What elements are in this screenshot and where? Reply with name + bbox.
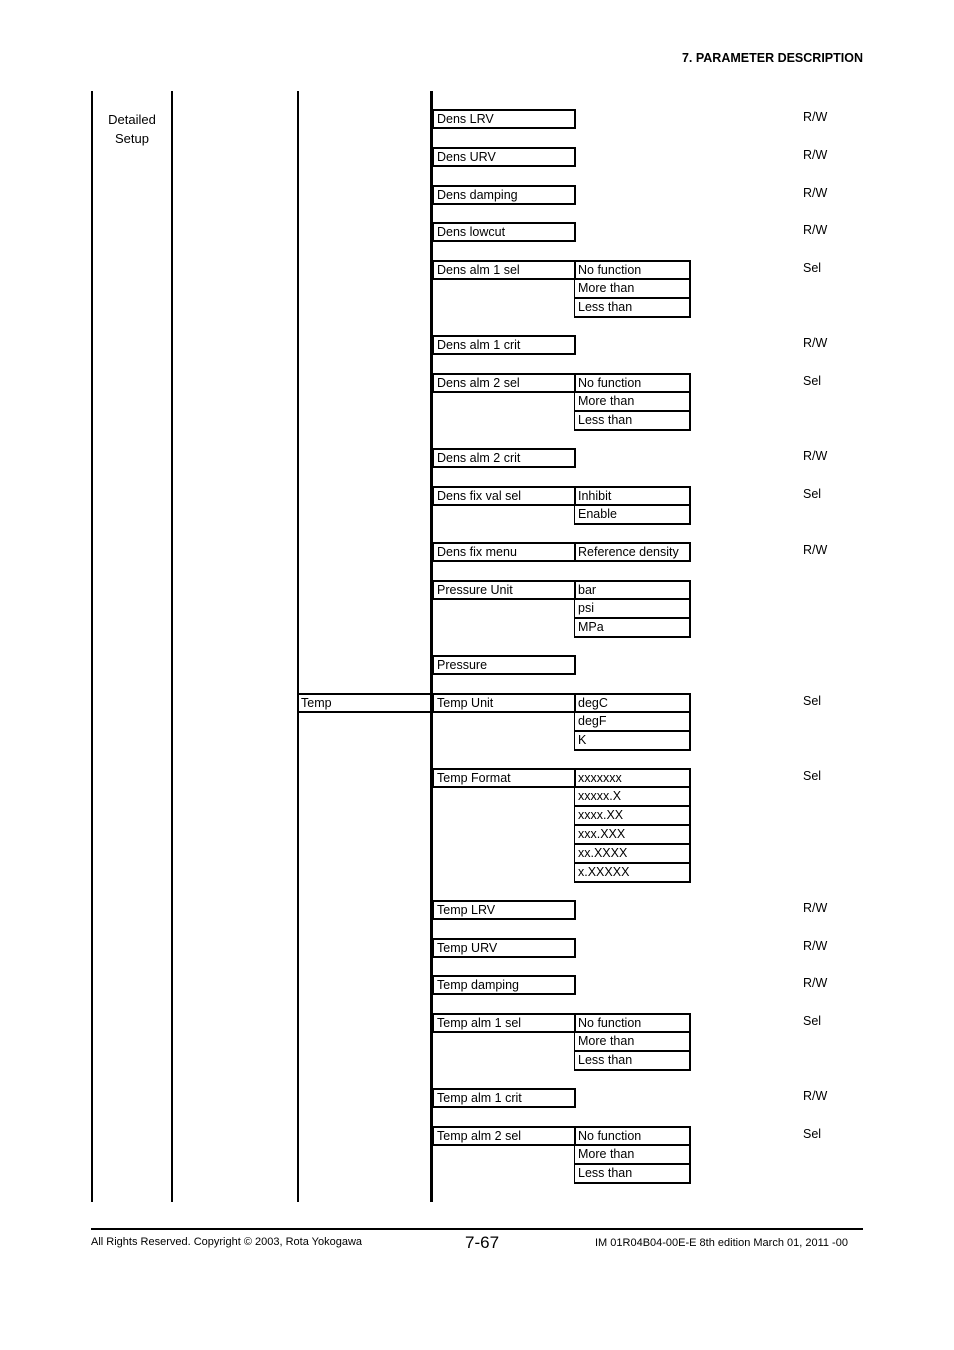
param-box[interactable] [432,693,576,713]
option-box[interactable] [574,542,691,562]
param-label: Temp alm 1 crit [437,1091,522,1105]
option-box[interactable] [574,486,691,506]
option-label: K [578,733,587,747]
option-box[interactable] [574,618,691,638]
tree-line-3 [297,91,299,1202]
page-number: 7-67 [465,1233,500,1252]
option-label: More than [578,1034,635,1048]
param-label: Dens URV [437,150,496,164]
option-label: Less than [578,300,633,314]
param-box[interactable] [432,975,576,995]
access-type: Sel [803,261,822,275]
option-label: bar [578,583,597,597]
access-type: R/W [803,1089,828,1103]
option-label: No function [578,376,642,390]
param-label: Pressure [437,658,488,672]
access-type: Sel [803,769,822,783]
param-box[interactable] [432,655,576,675]
param-box[interactable] [432,768,576,788]
option-box[interactable] [574,1032,691,1052]
access-type: R/W [803,148,828,162]
option-box[interactable] [574,768,691,788]
option-label: Less than [578,413,633,427]
option-box[interactable] [574,1051,691,1071]
option-box[interactable] [574,373,691,393]
param-label: Temp damping [437,978,519,992]
access-type: R/W [803,939,828,953]
option-label: degF [578,714,607,728]
param-box[interactable] [432,900,576,920]
param-box[interactable] [432,542,576,562]
option-box[interactable] [574,580,691,600]
param-label: Dens alm 1 crit [437,338,521,352]
access-type: Sel [803,1127,822,1141]
option-label: degC [578,696,608,710]
param-box[interactable] [432,486,576,506]
option-box[interactable] [574,863,691,883]
access-type: R/W [803,543,828,557]
tree-line-4 [430,91,433,1202]
option-label: xxxxxxx [578,771,622,785]
footer-divider [91,1228,863,1230]
access-type: R/W [803,901,828,915]
option-box[interactable] [574,599,691,619]
param-box[interactable] [432,448,576,468]
option-label: x.XXXXX [578,865,630,879]
option-box[interactable] [574,1164,691,1184]
option-box[interactable] [574,787,691,807]
param-label: Dens damping [437,188,518,202]
option-label: No function [578,1016,642,1030]
document-id: IM 01R04B04-00E-E 8th edition March 01, 2011 -00 [595,1237,848,1249]
param-box[interactable] [432,147,576,167]
option-box[interactable] [574,260,691,280]
option-label: No function [578,263,642,277]
menu-group-label: Temp [301,696,332,710]
option-label: xxx.XXX [578,827,626,841]
access-type: R/W [803,449,828,463]
option-box[interactable] [574,1145,691,1165]
option-label: Inhibit [578,489,612,503]
param-label: Temp URV [437,941,498,955]
option-box[interactable] [574,505,691,525]
option-box[interactable] [574,844,691,864]
option-label: No function [578,1129,642,1143]
param-label: Temp LRV [437,903,496,917]
access-type: Sel [803,487,822,501]
param-label: Temp Unit [437,696,494,710]
param-label: Dens lowcut [437,225,506,239]
param-box[interactable] [432,185,576,205]
option-label: More than [578,394,635,408]
option-label: Reference density [578,545,679,559]
param-box[interactable] [432,222,576,242]
option-box[interactable] [574,693,691,713]
option-box[interactable] [574,825,691,845]
option-box[interactable] [574,392,691,412]
param-box[interactable] [432,260,576,280]
option-label: xxxx.XX [578,808,624,822]
param-label: Temp Format [437,771,511,785]
section-header: 7. PARAMETER DESCRIPTION [681,51,863,65]
param-label: Dens alm 1 sel [437,263,520,277]
param-box[interactable] [432,335,576,355]
option-label: Less than [578,1166,633,1180]
param-label: Temp alm 1 sel [437,1016,522,1030]
option-label: Less than [578,1053,633,1067]
param-box[interactable] [432,109,576,129]
param-box[interactable] [432,1126,576,1146]
access-type: R/W [803,223,828,237]
param-label: Dens LRV [437,112,494,126]
option-label: Enable [578,507,617,521]
option-box[interactable] [574,411,691,431]
param-label: Dens alm 2 crit [437,451,521,465]
menu-level-label: Detailed Setup [108,112,156,146]
param-label: Dens fix menu [437,545,517,559]
param-label: Temp alm 2 sel [437,1129,522,1143]
param-box[interactable] [432,1013,576,1033]
param-box[interactable] [432,373,576,393]
menu-group-temp[interactable] [298,693,432,713]
param-box[interactable] [432,1088,576,1108]
option-box[interactable] [574,279,691,299]
param-label: Dens fix val sel [437,489,522,503]
option-box[interactable] [574,1126,691,1146]
option-label: More than [578,1147,635,1161]
access-type: R/W [803,336,828,350]
option-box[interactable] [574,712,691,732]
footer-copyright: All Rights Reserved. Copyright © 2003, Rota Yokogawa [91,1236,363,1248]
option-label: xxxxx.X [578,789,622,803]
param-box[interactable] [432,580,576,600]
tree-line-1 [91,91,93,1202]
access-type: Sel [803,1014,822,1028]
access-type: R/W [803,186,828,200]
param-label: Dens alm 2 sel [437,376,520,390]
option-box[interactable] [574,1013,691,1033]
option-label: MPa [578,620,604,634]
access-type: Sel [803,374,822,388]
param-label: Pressure Unit [437,583,513,597]
tree-line-2 [171,91,173,1202]
access-type: R/W [803,976,828,990]
option-label: psi [578,601,594,615]
menu-level-detailed-setup [92,110,172,148]
option-label: xx.XXXX [578,846,628,860]
access-type: Sel [803,694,822,708]
param-box[interactable] [432,938,576,958]
access-type: R/W [803,110,828,124]
option-box[interactable] [574,806,691,826]
option-label: More than [578,281,635,295]
option-box[interactable] [574,731,691,751]
option-box[interactable] [574,298,691,318]
